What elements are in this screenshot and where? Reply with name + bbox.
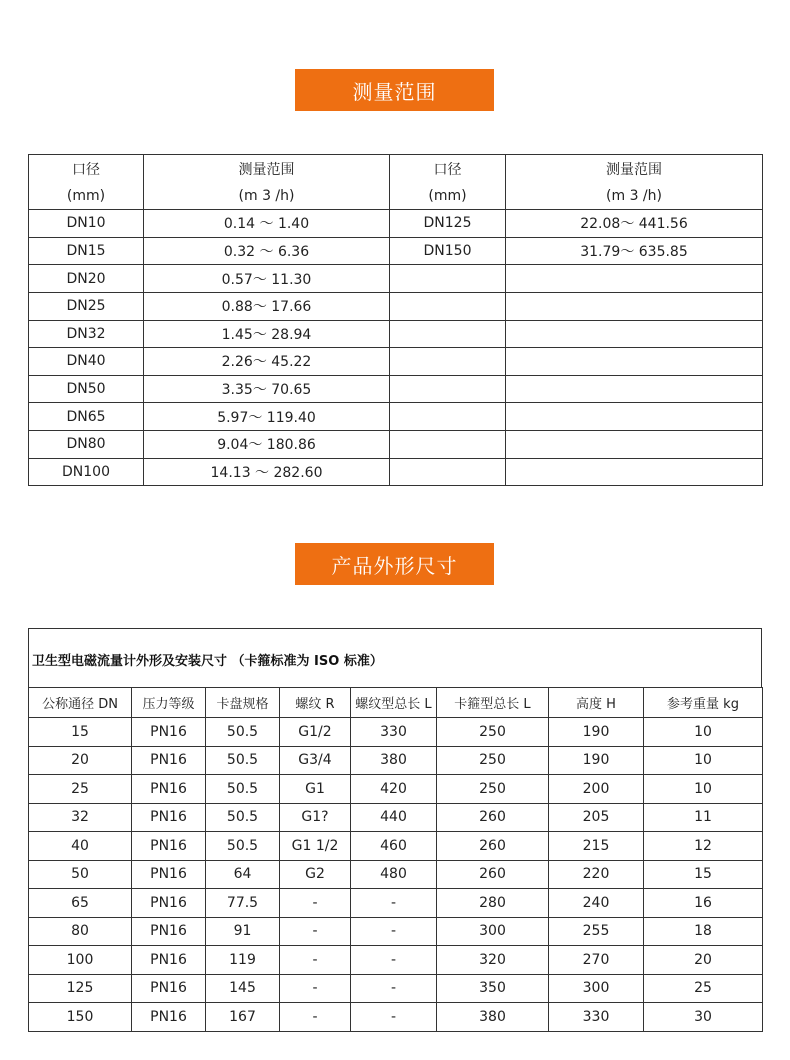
column-header: 螺纹型总长 L (351, 688, 437, 718)
table-cell: 240 (549, 889, 644, 918)
table-row (29, 974, 763, 1003)
table-cell: 260 (437, 803, 549, 832)
table-cell (506, 403, 763, 431)
column-header: 卡箍型总长 L (437, 688, 549, 718)
table-cell (390, 265, 506, 293)
table-cell: DN100 (29, 458, 144, 486)
table-cell: - (280, 917, 351, 946)
table-row (29, 430, 763, 458)
table-cell: DN50 (29, 375, 144, 403)
table-cell: 16 (644, 889, 763, 918)
column-header: 参考重量 kg (644, 688, 763, 718)
table-row (29, 403, 763, 431)
table-cell: DN125 (390, 210, 506, 238)
measurement-range-table (28, 154, 763, 486)
table-cell: 5.97～ 119.40 (144, 403, 390, 431)
dimension-table-caption: 卫生型电磁流量计外形及安装尺寸 （卡箍标准为 ISO 标准） (32, 654, 383, 669)
table-cell (390, 320, 506, 348)
column-unit: (m 3 /h) (144, 182, 390, 210)
table-cell: DN65 (29, 403, 144, 431)
table-cell: 440 (351, 803, 437, 832)
dimension-caption-box (28, 628, 762, 687)
table-cell: 25 (29, 775, 132, 804)
table-cell: DN32 (29, 320, 144, 348)
table-cell: 12 (644, 832, 763, 861)
table-cell: DN80 (29, 430, 144, 458)
table-cell (390, 458, 506, 486)
table-cell: 10 (644, 775, 763, 804)
table-cell: 91 (206, 917, 280, 946)
table-cell: G1 1/2 (280, 832, 351, 861)
table-row (29, 718, 763, 747)
table-cell: 250 (437, 718, 549, 747)
table-cell: 205 (549, 803, 644, 832)
table-row (29, 917, 763, 946)
table-cell: 77.5 (206, 889, 280, 918)
table-cell: 25 (644, 974, 763, 1003)
table-cell: 460 (351, 832, 437, 861)
table-cell (506, 458, 763, 486)
column-header: 公称通径 DN (29, 688, 132, 718)
table-cell (506, 348, 763, 376)
table-cell: 300 (549, 974, 644, 1003)
table-cell (506, 430, 763, 458)
table-cell: 32 (29, 803, 132, 832)
table-cell (390, 375, 506, 403)
column-header: 螺纹 R (280, 688, 351, 718)
column-unit: (mm) (29, 182, 144, 210)
table-cell: 10 (644, 746, 763, 775)
table-cell: 20 (644, 946, 763, 975)
table-cell: 250 (437, 775, 549, 804)
column-header: 口径 (29, 155, 144, 183)
table-cell: 150 (29, 1003, 132, 1032)
table-header-row (29, 688, 763, 718)
table-cell: 3.35～ 70.65 (144, 375, 390, 403)
table-cell: 125 (29, 974, 132, 1003)
table-cell: PN16 (132, 803, 206, 832)
table-cell: 65 (29, 889, 132, 918)
table-cell: - (280, 946, 351, 975)
table-cell (506, 320, 763, 348)
table-cell: 100 (29, 946, 132, 975)
table-cell: 15 (29, 718, 132, 747)
table-cell: 280 (437, 889, 549, 918)
table-cell: 260 (437, 832, 549, 861)
table-cell: 14.13 ～ 282.60 (144, 458, 390, 486)
table-cell: 215 (549, 832, 644, 861)
table-cell: DN40 (29, 348, 144, 376)
table-cell: 31.79～ 635.85 (506, 237, 763, 265)
table-cell: 9.04～ 180.86 (144, 430, 390, 458)
table-cell: 10 (644, 718, 763, 747)
table-cell: 50.5 (206, 718, 280, 747)
table-cell: PN16 (132, 746, 206, 775)
table-cell: - (351, 917, 437, 946)
section-title-measurement-range: 测量范围 (295, 69, 494, 111)
table-cell: G1? (280, 803, 351, 832)
column-unit: (mm) (390, 182, 506, 210)
table-cell: PN16 (132, 889, 206, 918)
table-cell: 200 (549, 775, 644, 804)
table-cell: 145 (206, 974, 280, 1003)
table-cell: 11 (644, 803, 763, 832)
table-cell (390, 430, 506, 458)
table-cell (390, 292, 506, 320)
table-cell: 0.88～ 17.66 (144, 292, 390, 320)
table-cell: 30 (644, 1003, 763, 1032)
table-cell: DN10 (29, 210, 144, 238)
table-cell: 22.08～ 441.56 (506, 210, 763, 238)
column-header: 压力等级 (132, 688, 206, 718)
table-cell: DN25 (29, 292, 144, 320)
table-row (29, 1003, 763, 1032)
table-cell (506, 265, 763, 293)
table-cell: DN150 (390, 237, 506, 265)
section-title-dimensions: 产品外形尺寸 (295, 543, 494, 585)
table-cell: PN16 (132, 718, 206, 747)
table-header-row (29, 155, 763, 183)
table-cell: - (351, 946, 437, 975)
table-row (29, 292, 763, 320)
table-cell: 80 (29, 917, 132, 946)
table-cell: 300 (437, 917, 549, 946)
table-cell: 40 (29, 832, 132, 861)
table-cell: - (280, 974, 351, 1003)
table-cell: 330 (351, 718, 437, 747)
table-cell: PN16 (132, 775, 206, 804)
table-row (29, 348, 763, 376)
table-cell (390, 403, 506, 431)
table-cell: 380 (437, 1003, 549, 1032)
table-cell: G1 (280, 775, 351, 804)
table-row (29, 803, 763, 832)
table-cell: PN16 (132, 974, 206, 1003)
column-header: 口径 (390, 155, 506, 183)
table-cell (506, 292, 763, 320)
table-cell: G2 (280, 860, 351, 889)
table-cell: 50.5 (206, 775, 280, 804)
table-cell (506, 375, 763, 403)
table-row (29, 265, 763, 293)
column-header: 测量范围 (506, 155, 763, 183)
table-cell: G1/2 (280, 718, 351, 747)
table-cell: PN16 (132, 946, 206, 975)
table-cell: 190 (549, 746, 644, 775)
table-cell: 50.5 (206, 746, 280, 775)
table-cell: 2.26～ 45.22 (144, 348, 390, 376)
table-row (29, 237, 763, 265)
table-row (29, 889, 763, 918)
table-cell: 380 (351, 746, 437, 775)
table-cell: 119 (206, 946, 280, 975)
column-header: 测量范围 (144, 155, 390, 183)
table-cell: - (351, 889, 437, 918)
table-cell: - (280, 1003, 351, 1032)
table-cell: 220 (549, 860, 644, 889)
table-cell: 260 (437, 860, 549, 889)
table-row (29, 746, 763, 775)
table-cell: 50.5 (206, 803, 280, 832)
table-cell: 18 (644, 917, 763, 946)
table-cell: 320 (437, 946, 549, 975)
table-cell: - (351, 974, 437, 1003)
table-row (29, 320, 763, 348)
table-cell: - (280, 889, 351, 918)
table-cell: 270 (549, 946, 644, 975)
table-cell: G3/4 (280, 746, 351, 775)
table-cell: 50 (29, 860, 132, 889)
table-cell: 0.14 ～ 1.40 (144, 210, 390, 238)
table-cell: PN16 (132, 1003, 206, 1032)
table-cell: 1.45～ 28.94 (144, 320, 390, 348)
table-row (29, 946, 763, 975)
table-row (29, 832, 763, 861)
table-cell: 330 (549, 1003, 644, 1032)
table-cell: 167 (206, 1003, 280, 1032)
table-cell: DN15 (29, 237, 144, 265)
table-cell: PN16 (132, 860, 206, 889)
table-cell: 15 (644, 860, 763, 889)
table-cell: 480 (351, 860, 437, 889)
table-cell: 0.57～ 11.30 (144, 265, 390, 293)
table-row (29, 375, 763, 403)
table-cell: 50.5 (206, 832, 280, 861)
table-cell: 255 (549, 917, 644, 946)
table-cell: - (351, 1003, 437, 1032)
column-header: 卡盘规格 (206, 688, 280, 718)
table-unit-row (29, 182, 763, 210)
table-row (29, 458, 763, 486)
table-cell: 190 (549, 718, 644, 747)
table-row (29, 860, 763, 889)
table-row (29, 210, 763, 238)
column-unit: (m 3 /h) (506, 182, 763, 210)
table-cell: PN16 (132, 832, 206, 861)
table-cell: 420 (351, 775, 437, 804)
table-cell (390, 348, 506, 376)
table-cell: 64 (206, 860, 280, 889)
table-row (29, 775, 763, 804)
dimension-table (28, 687, 763, 1032)
column-header: 高度 H (549, 688, 644, 718)
table-cell: 20 (29, 746, 132, 775)
table-cell: 0.32 ～ 6.36 (144, 237, 390, 265)
table-cell: 250 (437, 746, 549, 775)
table-cell: PN16 (132, 917, 206, 946)
table-cell: 350 (437, 974, 549, 1003)
table-cell: DN20 (29, 265, 144, 293)
